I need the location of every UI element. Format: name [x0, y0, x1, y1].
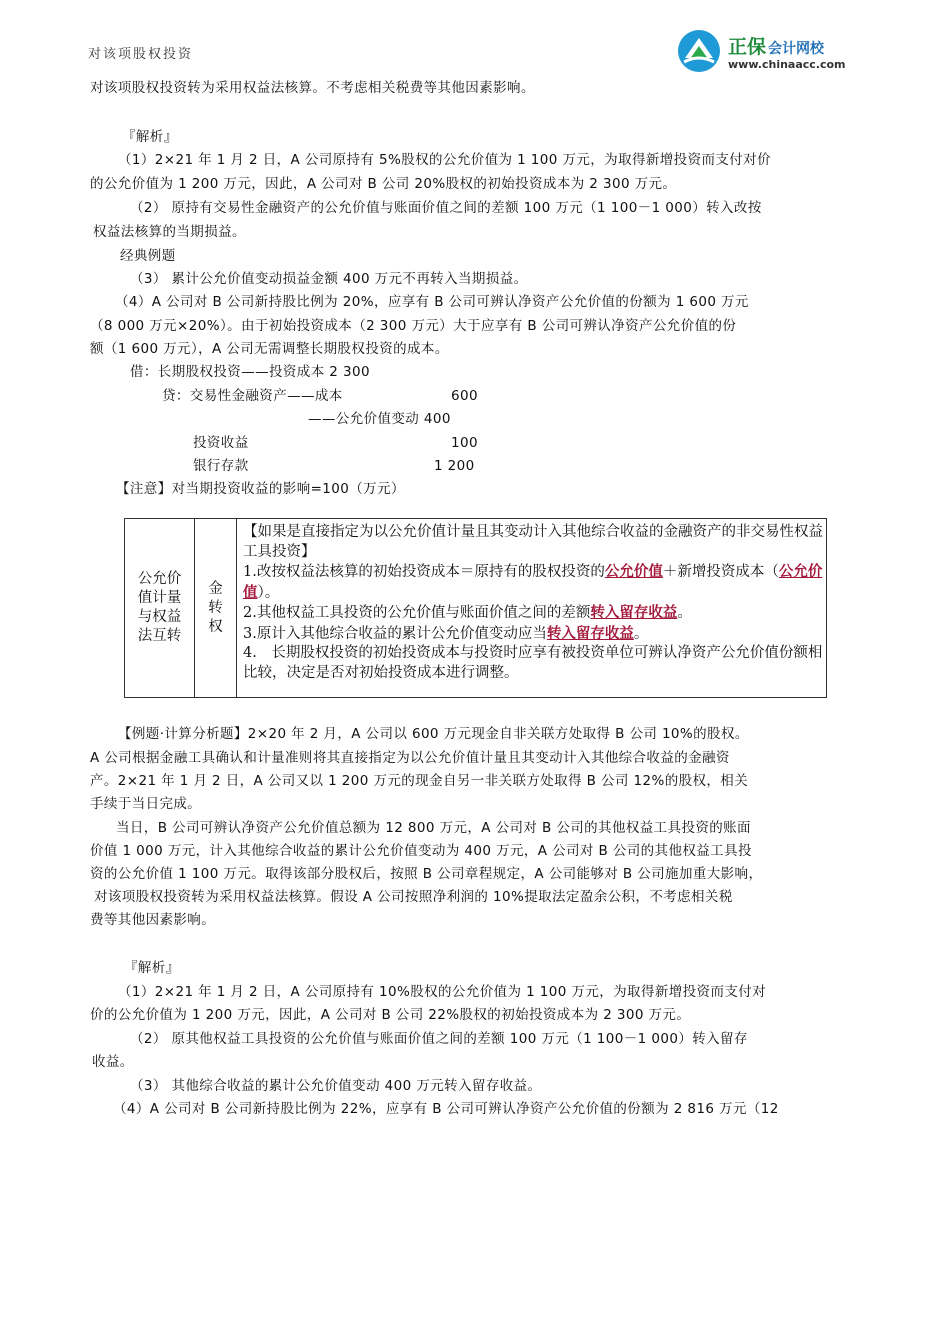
- journal-amount: 100: [451, 435, 478, 451]
- body-line: 手续于当日完成。: [90, 796, 202, 812]
- journal-credit: ——公允价值变动 400: [308, 411, 451, 427]
- body-line: 额（1 600 万元），A 公司无需调整长期股权投资的成本。: [90, 341, 449, 357]
- journal-credit: 贷：交易性金融资产——成本: [162, 388, 343, 404]
- body-line: 价的公允价值为 1 200 万元，因此，A 公司对 B 公司 22%股权的初始投资成本为 2 300 万元。: [90, 1007, 691, 1023]
- table-item: 【如果是直接指定为以公允价值计量且其变动计入其他综合收益的金融资产的非交易性权益工具投资】: [243, 524, 823, 560]
- journal-credit: 银行存款: [193, 458, 249, 474]
- journal-debit: 借：长期股权投资——投资成本 2 300: [130, 364, 370, 380]
- cut-off-text: 对该项股权投资: [88, 47, 194, 62]
- body-line: A 公司根据金融工具确认和计量准则将其直接指定为以公允价值计量且其变动计入其他综合收益的金融资: [90, 750, 730, 766]
- note-line: 【注意】对当期投资收益的影响=100（万元）: [116, 481, 405, 497]
- body-line: 对该项股权投资转为采用权益法核算。假设 A 公司按照净利润的 10%提取法定盈余公积，不考虑相关税: [94, 889, 733, 905]
- body-line: （8 000 万元×20%）。由于初始投资成本（2 300 万元）大于应享有 B 公司可辨认净资产公允价值的份: [90, 318, 737, 334]
- table-item: 3.原计入其他综合收益的累计公允价值变动应当转入留存收益。: [243, 624, 649, 642]
- body-line: 对该项股权投资转为采用权益法核算。不考虑相关税费等其他因素影响。: [90, 80, 535, 96]
- logo-name: 正保 会计网校: [728, 36, 825, 58]
- body-line: （4）A 公司对 B 公司新持股比例为 22%，应享有 B 公司可辨认净资产公允价值的份额为 2 816 万元（12: [113, 1101, 779, 1117]
- body-line: 的公允价值为 1 200 万元，因此，A 公司对 B 公司 20%股权的初始投资成本为 2 300 万元。: [90, 176, 677, 192]
- body-line: （3） 累计公允价值变动损益金额 400 万元不再转入当期损益。: [130, 271, 528, 287]
- body-line: 价值 1 000 万元，计入其他综合收益的累计公允价值变动为 400 万元，A 公司对 B 公司的其他权益工具投: [90, 843, 752, 859]
- table-item: 4. 长期股权投资的初始投资成本与投资时应享有被投资单位可辨认净资产公允价值份额相比较，决定是否对初始投资成本进行调整。: [243, 645, 823, 681]
- journal-amount: 600: [451, 388, 478, 404]
- logo-emblem-icon: [676, 28, 722, 74]
- table-content-cell: [243, 523, 823, 683]
- table-subcategory-cell: 金转权: [195, 519, 237, 697]
- body-line: 资的公允价值 1 100 万元。取得该部分股权后，按照 B 公司章程规定，A 公司能够对 B 公司施加重大影响，: [90, 866, 763, 882]
- analysis-heading: 『解析』: [122, 129, 178, 145]
- body-line: 当日，B 公司可辨认净资产公允价值总额为 12 800 万元，A 公司对 B 公司的其他权益工具投资的账面: [116, 820, 751, 836]
- table-category-cell: 公允价值计量与权益法互转: [125, 519, 195, 697]
- analysis-heading: 『解析』: [124, 960, 180, 976]
- logo-url: www.chinaacc.com: [728, 58, 846, 71]
- body-line: （2） 原其他权益工具投资的公允价值与账面价值之间的差额 100 万元（1 100－1 000）转入留存: [130, 1031, 748, 1047]
- body-line: 权益法核算的当期损益。: [93, 224, 246, 240]
- body-line: 收益。: [92, 1054, 134, 1070]
- body-line: （4）A 公司对 B 公司新持股比例为 20%，应享有 B 公司可辨认净资产公允价值的份额为 1 600 万元: [115, 294, 749, 310]
- body-line: （1）2×21 年 1 月 2 日，A 公司原持有 10%股权的公允价值为 1 100 万元，为取得新增投资而支付对: [118, 984, 767, 1000]
- summary-table: [124, 518, 827, 698]
- table-item: 1.改按权益法核算的初始投资成本＝原持有的股权投资的公允价值＋新增投资成本（公允价值）。: [243, 563, 823, 601]
- table-item: 2.其他权益工具投资的公允价值与账面价值之间的差额转入留存收益。: [243, 604, 692, 621]
- body-line: （3） 其他综合收益的累计公允价值变动 400 万元转入留存收益。: [130, 1078, 542, 1094]
- chinaacc-logo: [676, 26, 866, 76]
- journal-amount: 1 200: [434, 458, 475, 474]
- journal-credit: 投资收益: [193, 435, 249, 451]
- body-line: 产。2×21 年 1 月 2 日，A 公司又以 1 200 万元的现金自另一非关联方处取得 B 公司 12%的股权，相关: [90, 773, 749, 789]
- body-line: （1）2×21 年 1 月 2 日，A 公司原持有 5%股权的公允价值为 1 100 万元，为取得新增投资而支付对价: [118, 152, 771, 168]
- example-label: 经典例题: [120, 248, 176, 264]
- body-line: （2） 原持有交易性金融资产的公允价值与账面价值之间的差额 100 万元（1 100－1 000）转入改按: [130, 200, 762, 216]
- example-question: 【例题·计算分析题】2×20 年 2 月，A 公司以 600 万元现金自非关联方处取得 B 公司 10%的股权。: [118, 726, 749, 742]
- body-line: 费等其他因素影响。: [90, 912, 216, 928]
